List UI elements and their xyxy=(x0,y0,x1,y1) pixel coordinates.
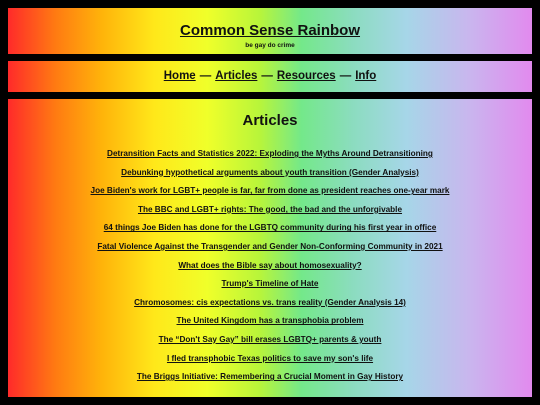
nav-separator: — xyxy=(199,70,212,82)
article-link[interactable]: The “Don't Say Gay” bill erases LGBTQ+ parents & youth xyxy=(158,334,382,344)
article-link[interactable]: Detransition Facts and Statistics 2022: Exploding the Myths Around Detransitioning xyxy=(107,149,433,158)
article-link[interactable]: The BBC and LGBT+ rights: The good, the bad and the unforgivable xyxy=(137,204,403,214)
article-link[interactable]: Joe Biden's work for LGBT+ people is far, far from done as president reaches one-year mark xyxy=(90,186,450,196)
article-link[interactable]: The Briggs Initiative: Remembering a Crucial Moment in Gay History xyxy=(136,372,404,382)
list-item xyxy=(8,143,532,162)
list-item xyxy=(8,236,532,255)
site-title-link[interactable]: Common Sense Rainbow xyxy=(179,22,361,39)
nav-link-resources[interactable]: Resources xyxy=(276,70,336,82)
nav-link-info[interactable]: Info xyxy=(355,70,377,82)
list-item xyxy=(8,199,532,218)
article-link[interactable]: 64 things Joe Biden has done for the LGBTQ community during his first year in office xyxy=(103,223,437,233)
article-link[interactable]: Trump's Timeline of Hate xyxy=(221,279,319,289)
article-link[interactable]: Debunking hypothetical arguments about youth transition (Gender Analysis) xyxy=(121,167,419,177)
list-item xyxy=(8,329,532,348)
article-link[interactable]: I fled transphobic Texas politics to save my son's life xyxy=(166,353,374,363)
list-item xyxy=(8,273,532,292)
articles-section xyxy=(8,99,532,397)
list-item xyxy=(8,162,532,181)
nav-link-articles[interactable]: Articles xyxy=(215,70,258,82)
main-nav xyxy=(8,61,532,92)
list-item xyxy=(8,217,532,236)
nav-separator: — xyxy=(261,70,273,82)
article-link[interactable]: Fatal Violence Against the Transgender and Gender Non-Conforming Community in 2021 xyxy=(97,241,443,251)
list-item xyxy=(8,348,532,367)
article-link[interactable]: The United Kingdom has a transphobia problem xyxy=(176,316,364,326)
list-item xyxy=(8,292,532,311)
article-list xyxy=(8,143,532,385)
page-title: Articles xyxy=(242,112,298,129)
nav-link-home[interactable]: Home xyxy=(163,70,196,82)
article-link[interactable]: Chromosomes: cis expectations vs. trans reality (Gender Analysis 14) xyxy=(134,297,406,307)
list-item xyxy=(8,255,532,274)
list-item xyxy=(8,310,532,329)
list-item xyxy=(8,180,532,199)
article-link[interactable]: What does the Bible say about homosexuality? xyxy=(178,260,362,270)
nav-separator: — xyxy=(339,70,352,82)
site-tagline: be gay do crime xyxy=(245,42,295,49)
list-item xyxy=(8,366,532,385)
site-header xyxy=(8,8,532,54)
